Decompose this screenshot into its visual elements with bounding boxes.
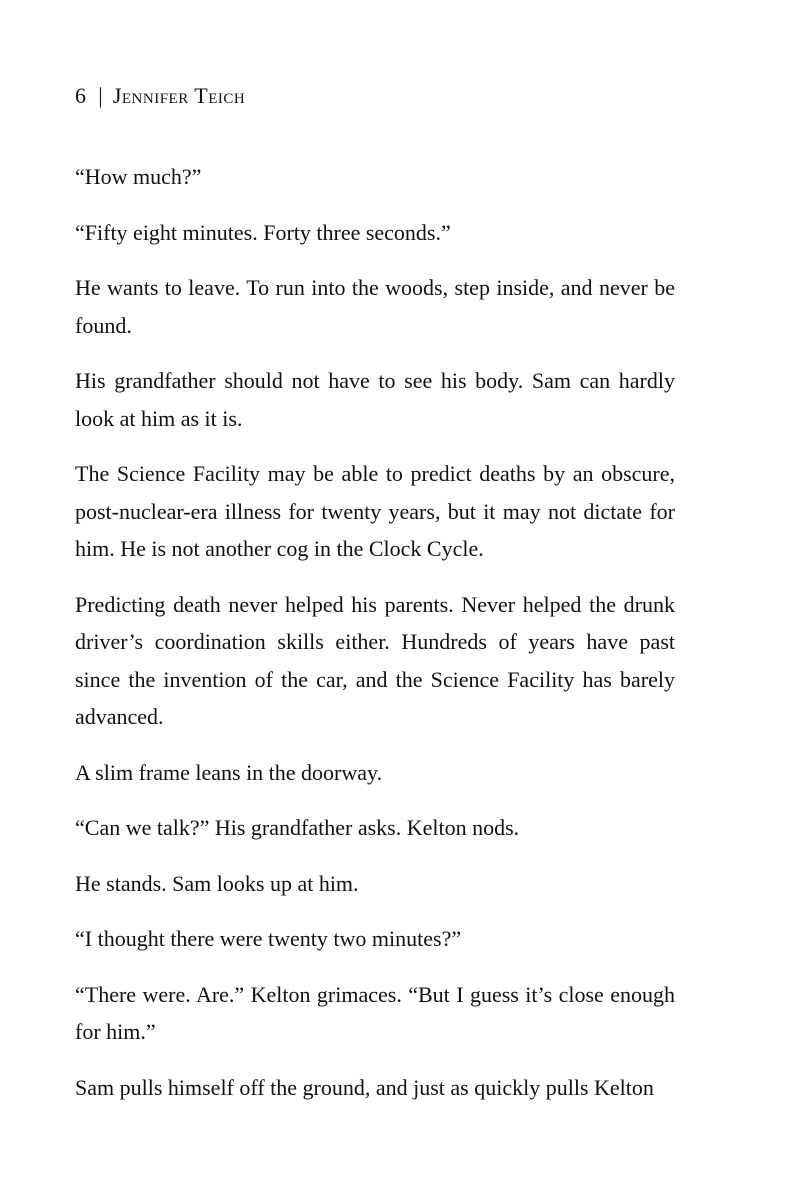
body-text xyxy=(75,158,675,1124)
paragraph: The Science Facility may be able to predict deaths by an obscure, post-nuclear-era illness for twenty years, but it may not dictate for him. He is not another cog in the Clock Cycle. xyxy=(75,461,675,561)
author-name: Jennifer Teich xyxy=(112,83,246,108)
paragraph: “Fifty eight minutes. Forty three seconds.” xyxy=(75,219,451,245)
paragraph: “I thought there were twenty two minutes?” xyxy=(75,926,462,951)
paragraph: He wants to leave. To run into the woods, step inside, and never be found. xyxy=(75,275,675,338)
header-separator: | xyxy=(98,83,103,108)
paragraph: Predicting death never helped his parents. Never helped the drunk driver’s coordination skills either. Hundreds of years have past since the invention of the car, and the Science Facility has barely advanced. xyxy=(75,591,675,729)
paragraph: He stands. Sam looks up at him. xyxy=(75,870,359,896)
paragraph: “How much?” xyxy=(75,164,202,189)
page-number: 6 xyxy=(75,83,87,108)
paragraph: A slim frame leans in the doorway. xyxy=(75,759,383,785)
running-header xyxy=(75,82,245,110)
paragraph: Sam pulls himself off the ground, and just as quickly pulls Kelton xyxy=(75,1074,654,1100)
paragraph: “Can we talk?” His grandfather asks. Kelton nods. xyxy=(75,815,520,840)
paragraph: “There were. Are.” Kelton grimaces. “But I guess it’s close enough for him.” xyxy=(75,981,675,1044)
paragraph: His grandfather should not have to see his body. Sam can hardly look at him as it is. xyxy=(75,368,675,431)
